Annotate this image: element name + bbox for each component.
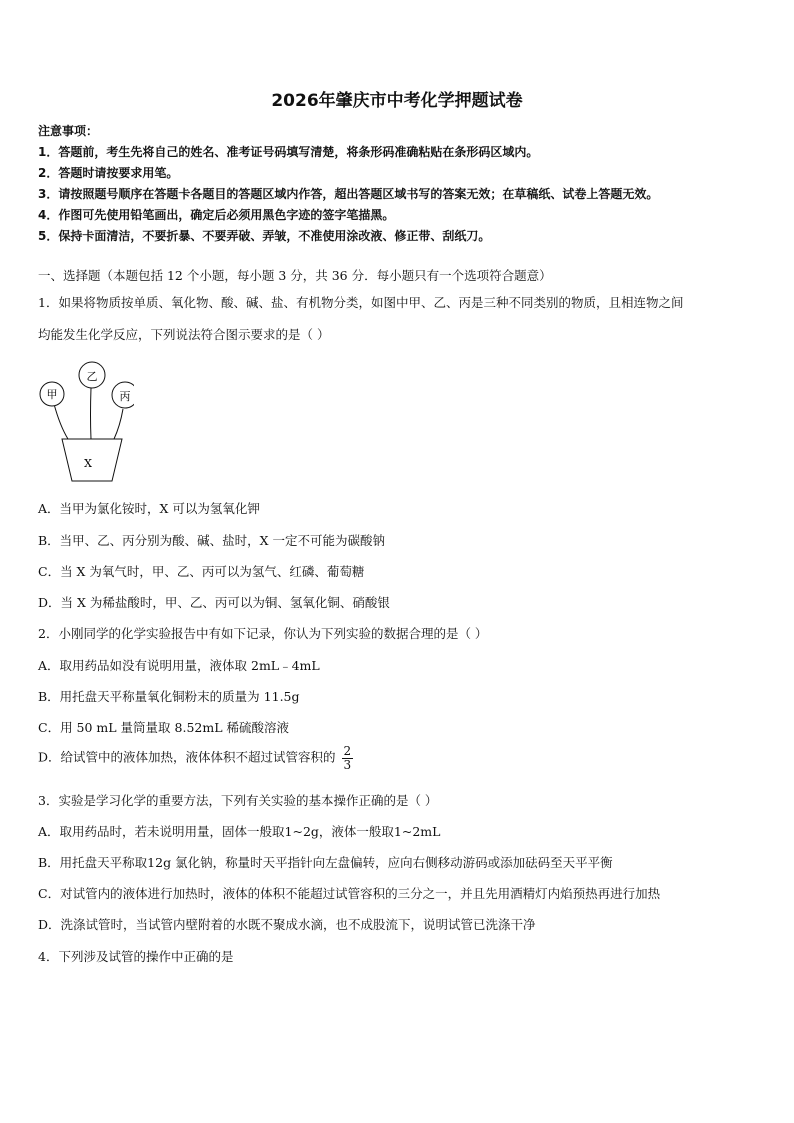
q1-figure [34, 356, 134, 486]
q1-stem-line1: 1．如果将物质按单质、氧化物、酸、碱、盐、有机物分类，如图中甲、乙、丙是三种不同类别的物质，且相连物之间 [38, 295, 684, 310]
q4-stem: 4．下列涉及试管的操作中正确的是 [38, 949, 234, 964]
q2-option-d-row [38, 745, 353, 771]
fraction-denominator: 3 [343, 757, 352, 772]
q1-option-c: C．当 X 为氧气时，甲、乙、丙可以为氢气、红磷、葡萄糖 [38, 564, 365, 579]
label-jia: 甲 [46, 388, 58, 401]
q1-option-d: D．当 X 为稀盐酸时，甲、乙、丙可以为铜、氢氧化铜、硝酸银 [38, 595, 390, 610]
q1-stem-line2: 均能发生化学反应，下列说法符合图示要求的是（ ） [38, 327, 330, 342]
label-bing: 丙 [119, 390, 131, 403]
label-yi: 乙 [86, 370, 98, 383]
notice-heading: 注意事项： [38, 124, 99, 138]
fraction-numerator: 2 [343, 744, 352, 758]
exam-title: 2026年肇庆市中考化学押题试卷 [271, 91, 523, 111]
q3-stem: 3．实验是学习化学的重要方法，下列有关实验的基本操作正确的是（ ） [38, 793, 438, 808]
q3-option-b: B．用托盘天平称取12g 氯化钠，称量时天平指针向左盘偏转，应向右侧移动游码或添加砝码至天平平衡 [38, 855, 613, 870]
q2-option-c: C．用 50 mL 量筒量取 8.52mL 稀硫酸溶液 [38, 720, 289, 735]
q3-option-a: A．取用药品时，若未说明用量，固体一般取1~2g，液体一般取1~2mL [38, 824, 441, 839]
pot [62, 439, 122, 481]
q3-option-c: C．对试管内的液体进行加热时，液体的体积不能超过试管容积的三分之一，并且先用酒精灯内焰预热再进行加热 [38, 886, 661, 901]
q1-option-b: B．当甲、乙、丙分别为酸、碱、盐时，X 一定不可能为碳酸钠 [38, 533, 386, 548]
notice-item-5: 5．保持卡面清洁，不要折暴、不要弄破、弄皱，不准使用涂改液、修正带、刮纸刀。 [38, 229, 491, 243]
q2-option-b: B．用托盘天平称量氧化铜粉末的质量为 11.5g [38, 689, 300, 704]
notice-item-2: 2．答题时请按要求用笔。 [38, 166, 179, 180]
q1-option-a: A．当甲为氯化铵时，X 可以为氢氧化钾 [38, 501, 260, 516]
stem-bing [114, 409, 123, 439]
stem-yi [91, 388, 92, 439]
section-heading: 一、选择题（本题包括 12 个小题，每小题 3 分，共 36 分．每小题只有一个选项符合题意） [38, 268, 552, 283]
q3-option-d: D．洗涤试管时，当试管内壁附着的水既不聚成水滴，也不成股流下，说明试管已洗涤干净 [38, 917, 536, 932]
stem-jia [54, 404, 68, 439]
q2-option-a: A．取用药品如没有说明用量，液体取 2mL﹣4mL [38, 658, 320, 673]
notice-item-4: 4．作图可先使用铅笔画出，确定后必须用黑色字迹的签字笔描黑。 [38, 208, 395, 222]
fraction-two-thirds [342, 745, 354, 771]
notice-item-1: 1．答题前，考生先将自己的姓名、准考证号码填写清楚，将条形码准确粘贴在条形码区域内。 [38, 145, 539, 159]
label-x: X [84, 457, 92, 470]
q2-option-d: D．给试管中的液体加热，液体体积不超过试管容积的 [38, 749, 336, 765]
q2-stem: 2．小刚同学的化学实验报告中有如下记录，你认为下列实验的数据合理的是（ ） [38, 626, 488, 641]
notice-item-3: 3．请按照题号顺序在答题卡各题目的答题区域内作答，超出答题区域书写的答案无效；在草稿纸、试卷上答题无效。 [38, 187, 659, 201]
